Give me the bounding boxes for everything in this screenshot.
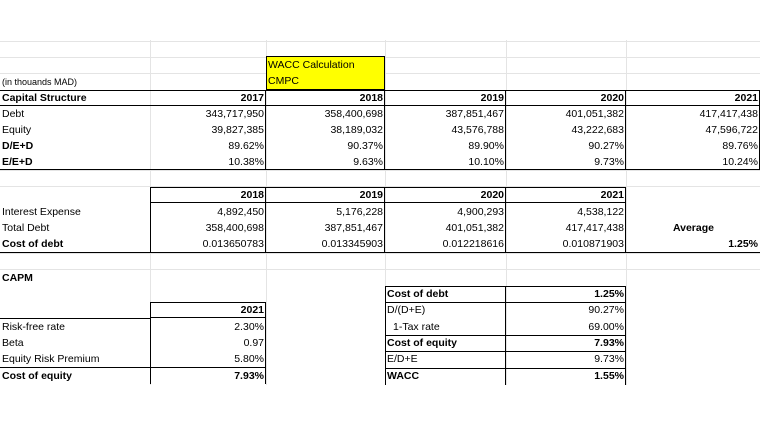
year-header[interactable]: 2018 — [359, 92, 383, 104]
year-header[interactable]: 2018 — [240, 189, 264, 201]
table-cell[interactable]: 401,051,382 — [565, 108, 624, 120]
table-cell[interactable]: 5,176,228 — [336, 206, 383, 218]
table-cell[interactable]: 89.62% — [228, 140, 264, 152]
table-cell[interactable]: 9.63% — [353, 156, 383, 168]
row-label-risk-free-rate[interactable]: Risk-free rate — [2, 321, 66, 333]
capm-label[interactable]: CAPM — [2, 272, 33, 284]
year-header[interactable]: 2017 — [240, 92, 264, 104]
capital-structure-header[interactable]: Capital Structure — [2, 92, 87, 104]
table-cell[interactable]: 358,400,698 — [324, 108, 383, 120]
wacc-row-label-cost-of-equity[interactable]: Cost of equity — [387, 337, 457, 349]
row-label-cost-of-debt[interactable]: Cost of debt — [2, 238, 64, 250]
table-cell[interactable]: 343,717,950 — [205, 108, 264, 120]
table-cell[interactable]: 89.76% — [722, 140, 758, 152]
table-cell[interactable]: 387,851,467 — [445, 108, 504, 120]
table-cell[interactable]: 4,900,293 — [457, 206, 504, 218]
year-header[interactable]: 2021 — [734, 92, 758, 104]
gridline — [0, 253, 760, 254]
table-cell[interactable]: 90.27% — [588, 140, 624, 152]
gridline — [0, 41, 760, 42]
table-cell[interactable]: 90.37% — [347, 140, 383, 152]
table-cell[interactable]: 358,400,698 — [205, 222, 264, 234]
row-label-total-debt[interactable]: Total Debt — [2, 222, 50, 234]
table-cell[interactable]: 7.93% — [234, 370, 264, 382]
table-cell[interactable]: 401,051,382 — [445, 222, 504, 234]
table-cell[interactable]: 0.010871903 — [562, 238, 624, 250]
table-cell[interactable]: 417,417,438 — [565, 222, 624, 234]
table-cell[interactable]: 43,576,788 — [451, 124, 504, 136]
year-header[interactable]: 2020 — [600, 92, 624, 104]
table-cell[interactable]: 387,851,467 — [324, 222, 383, 234]
table-cell[interactable]: 47,596,722 — [705, 124, 758, 136]
average-value[interactable]: 1.25% — [728, 238, 758, 250]
table-cell[interactable]: 69.00% — [588, 321, 624, 333]
table-cell[interactable]: 10.38% — [228, 156, 264, 168]
table-cell[interactable]: 0.013650783 — [202, 238, 264, 250]
row-label-debt-ratio[interactable]: D/E+D — [2, 140, 34, 152]
row-label-debt[interactable]: Debt — [2, 108, 25, 120]
table-cell[interactable]: 0.012218616 — [442, 238, 504, 250]
average-label[interactable]: Average — [672, 222, 714, 234]
table-cell[interactable]: 9.73% — [594, 353, 624, 365]
wacc-row-label-wacc[interactable]: WACC — [387, 370, 420, 382]
table-cell[interactable]: 39,827,385 — [211, 124, 264, 136]
wacc-result[interactable]: 1.55% — [594, 370, 624, 382]
wacc-row-label-equity-weight[interactable]: E/D+E — [387, 353, 418, 365]
table-cell[interactable]: 417,417,438 — [699, 108, 758, 120]
year-header[interactable]: 2019 — [480, 92, 504, 104]
table-cell[interactable]: 43,222,683 — [571, 124, 624, 136]
row-label-beta[interactable]: Beta — [2, 337, 24, 349]
table-cell[interactable]: 0.97 — [243, 337, 264, 349]
year-header[interactable]: 2021 — [600, 189, 624, 201]
table-cell[interactable]: 38,189,032 — [330, 124, 383, 136]
gridline — [0, 170, 760, 171]
wacc-row-label-cost-of-debt[interactable]: Cost of debt — [387, 288, 449, 300]
year-header[interactable]: 2020 — [480, 189, 504, 201]
title-line-2[interactable]: CMPC — [268, 75, 299, 87]
table-cell[interactable]: 0.013345903 — [321, 238, 383, 250]
wacc-row-label-tax[interactable]: 1-Tax rate — [393, 321, 440, 333]
table-cell[interactable]: 7.93% — [594, 337, 624, 349]
table-cell[interactable]: 4,538,122 — [577, 206, 624, 218]
table-cell[interactable]: 10.10% — [468, 156, 504, 168]
table-cell[interactable]: 90.27% — [588, 304, 624, 316]
capm-year-header[interactable]: 2021 — [240, 304, 264, 316]
table-cell[interactable]: 2.30% — [234, 321, 264, 333]
table-cell[interactable]: 1.25% — [594, 288, 624, 300]
units-note[interactable]: (in thouands MAD) — [2, 77, 78, 87]
table-cell[interactable]: 10.24% — [722, 156, 758, 168]
row-label-equity-risk-premium[interactable]: Equity Risk Premium — [2, 353, 100, 365]
row-label-cost-of-equity[interactable]: Cost of equity — [2, 370, 72, 382]
row-label-interest-expense[interactable]: Interest Expense — [2, 206, 81, 218]
row-label-equity[interactable]: Equity — [2, 124, 32, 136]
year-header[interactable]: 2019 — [359, 189, 383, 201]
table-cell[interactable]: 5.80% — [234, 353, 264, 365]
wacc-row-label-debt-weight[interactable]: D/(D+E) — [387, 304, 426, 316]
title-line-1[interactable]: WACC Calculation — [268, 59, 355, 71]
table-cell[interactable]: 9.73% — [594, 156, 624, 168]
row-label-equity-ratio[interactable]: E/E+D — [2, 156, 33, 168]
table-cell[interactable]: 89.90% — [468, 140, 504, 152]
table-cell[interactable]: 4,892,450 — [217, 206, 264, 218]
